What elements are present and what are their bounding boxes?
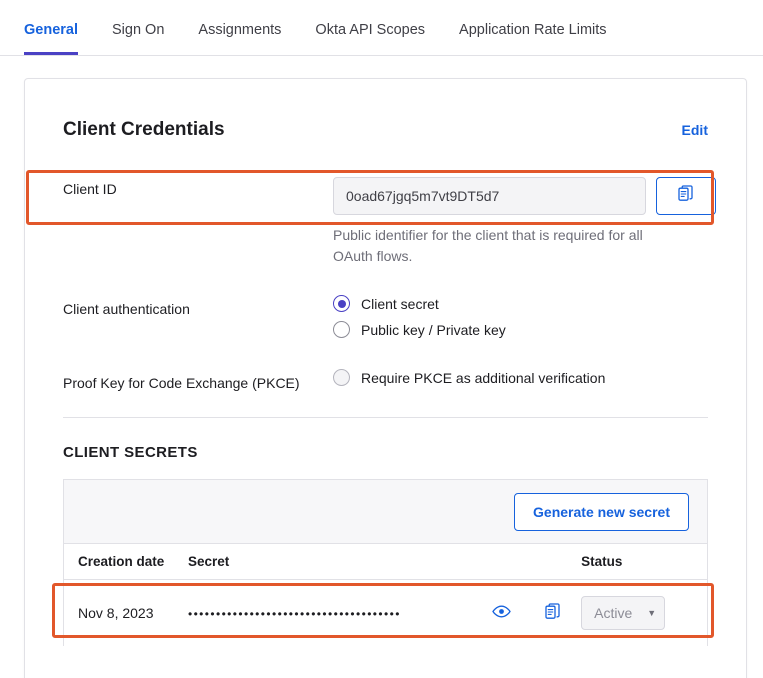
cell-creation-date: Nov 8, 2023 [78, 605, 154, 621]
generate-new-secret-button[interactable]: Generate new secret [514, 493, 689, 531]
client-id-row [25, 175, 746, 267]
status-dropdown[interactable] [581, 596, 665, 630]
client-id-help-text: Public identifier for the client that is required for all OAuth flows. [333, 227, 643, 264]
column-header-actions [478, 544, 567, 580]
checkbox-require-pkce-label: Require PKCE as additional verification [361, 369, 606, 386]
page-title: Client Credentials [63, 119, 225, 140]
table-toolbar [64, 480, 707, 544]
client-credentials-card [24, 78, 747, 678]
client-id-input[interactable] [333, 177, 646, 215]
radio-icon-selected [333, 295, 350, 312]
client-id-label: Client ID [63, 181, 117, 197]
client-authentication-label: Client authentication [63, 301, 190, 317]
column-header-status: Status [567, 544, 707, 580]
checkbox-require-pkce[interactable] [333, 369, 708, 386]
tab-okta-api-scopes[interactable]: Okta API Scopes [315, 22, 426, 38]
table-row [64, 580, 707, 647]
client-authentication-row [25, 295, 746, 347]
table-header-row [64, 544, 707, 580]
tab-general[interactable]: General [24, 22, 78, 55]
tab-assignments[interactable]: Assignments [198, 22, 282, 38]
column-header-creation-date: Creation date [64, 544, 174, 580]
client-secrets-heading: CLIENT SECRETS [63, 444, 198, 461]
pkce-label: Proof Key for Code Exchange (PKCE) [63, 375, 300, 391]
chevron-down-icon: ▼ [647, 608, 657, 618]
card-header [25, 79, 746, 141]
radio-client-secret[interactable] [333, 295, 708, 312]
pkce-row [25, 369, 746, 391]
radio-public-private-key[interactable] [333, 321, 708, 338]
radio-icon-unselected [333, 321, 350, 338]
client-secrets-table [63, 479, 708, 646]
tab-application-rate-limits[interactable]: Application Rate Limits [459, 22, 607, 38]
edit-button[interactable]: Edit [681, 122, 708, 138]
tab-sign-on[interactable]: Sign On [112, 22, 165, 38]
copy-icon[interactable] [545, 603, 562, 624]
radio-client-secret-label: Client secret [361, 295, 439, 312]
tab-bar [0, 0, 763, 56]
copy-icon [678, 185, 695, 208]
checkbox-icon [333, 369, 350, 386]
radio-public-private-key-label: Public key / Private key [361, 321, 506, 338]
cell-secret-masked: •••••••••••••••••••••••••••••••••••••• [187, 607, 401, 621]
eye-icon[interactable] [492, 605, 511, 621]
column-header-secret: Secret [174, 544, 478, 580]
copy-client-id-button[interactable] [656, 177, 716, 215]
status-value: Active [594, 605, 633, 621]
